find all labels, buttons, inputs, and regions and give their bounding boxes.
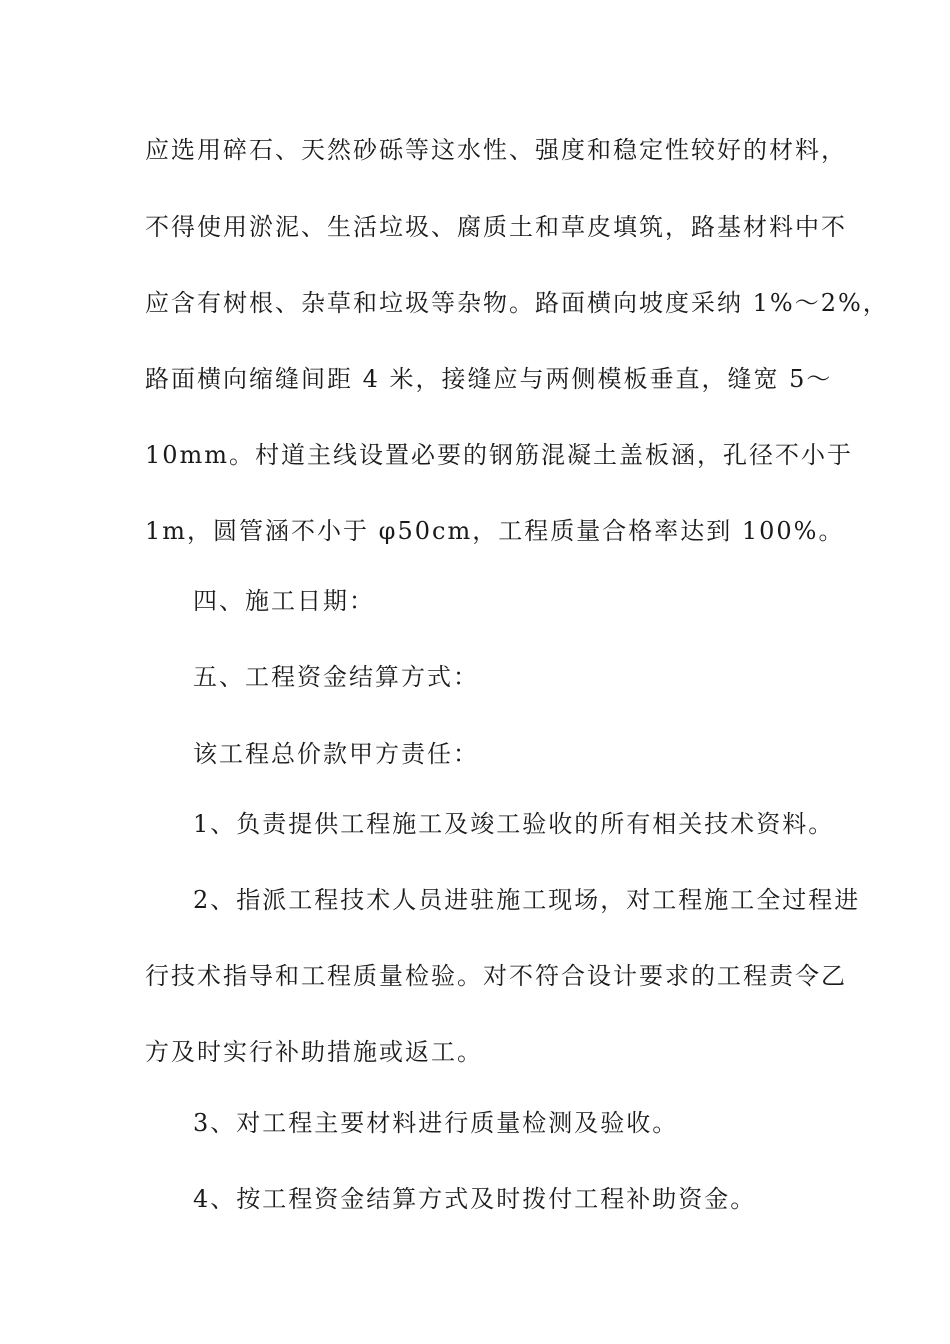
text-line: 1m，圆管涵不小于 φ50cm，工程质量合格率达到 100%。 — [145, 517, 845, 545]
text-line: 10mm。村道主线设置必要的钢筋混凝土盖板涵，孔径不小于 — [145, 441, 854, 469]
section-heading: 五、工程资金结算方式： — [193, 663, 479, 691]
text-line: 应含有树根、杂草和垃圾等杂物。路面横向坡度采纳 1%～2%， — [145, 289, 889, 317]
text-line: 该工程总价款甲方责任： — [193, 740, 479, 768]
text-line: 不得使用淤泥、生活垃圾、腐质土和草皮填筑，路基材料中不 — [145, 213, 847, 241]
list-item: 4、按工程资金结算方式及时拨付工程补助资金。 — [193, 1185, 757, 1213]
list-item: 1、负责提供工程施工及竣工验收的所有相关技术资料。 — [193, 810, 835, 838]
text-line: 方及时实行补助措施或返工。 — [145, 1038, 483, 1066]
text-line: 应选用碎石、天然砂砾等这水性、强度和稳定性较好的材料， — [145, 136, 847, 164]
text-line: 路面横向缩缝间距 4 米，接缝应与两侧模板垂直，缝宽 5～ — [145, 365, 833, 393]
text-line: 行技术指导和工程质量检验。对不符合设计要求的工程责令乙 — [145, 962, 847, 990]
list-item: 3、对工程主要材料进行质量检测及验收。 — [193, 1109, 679, 1137]
section-heading: 四、施工日期： — [193, 587, 375, 615]
list-item: 2、指派工程技术人员进驻施工现场，对工程施工全过程进 — [193, 886, 861, 914]
